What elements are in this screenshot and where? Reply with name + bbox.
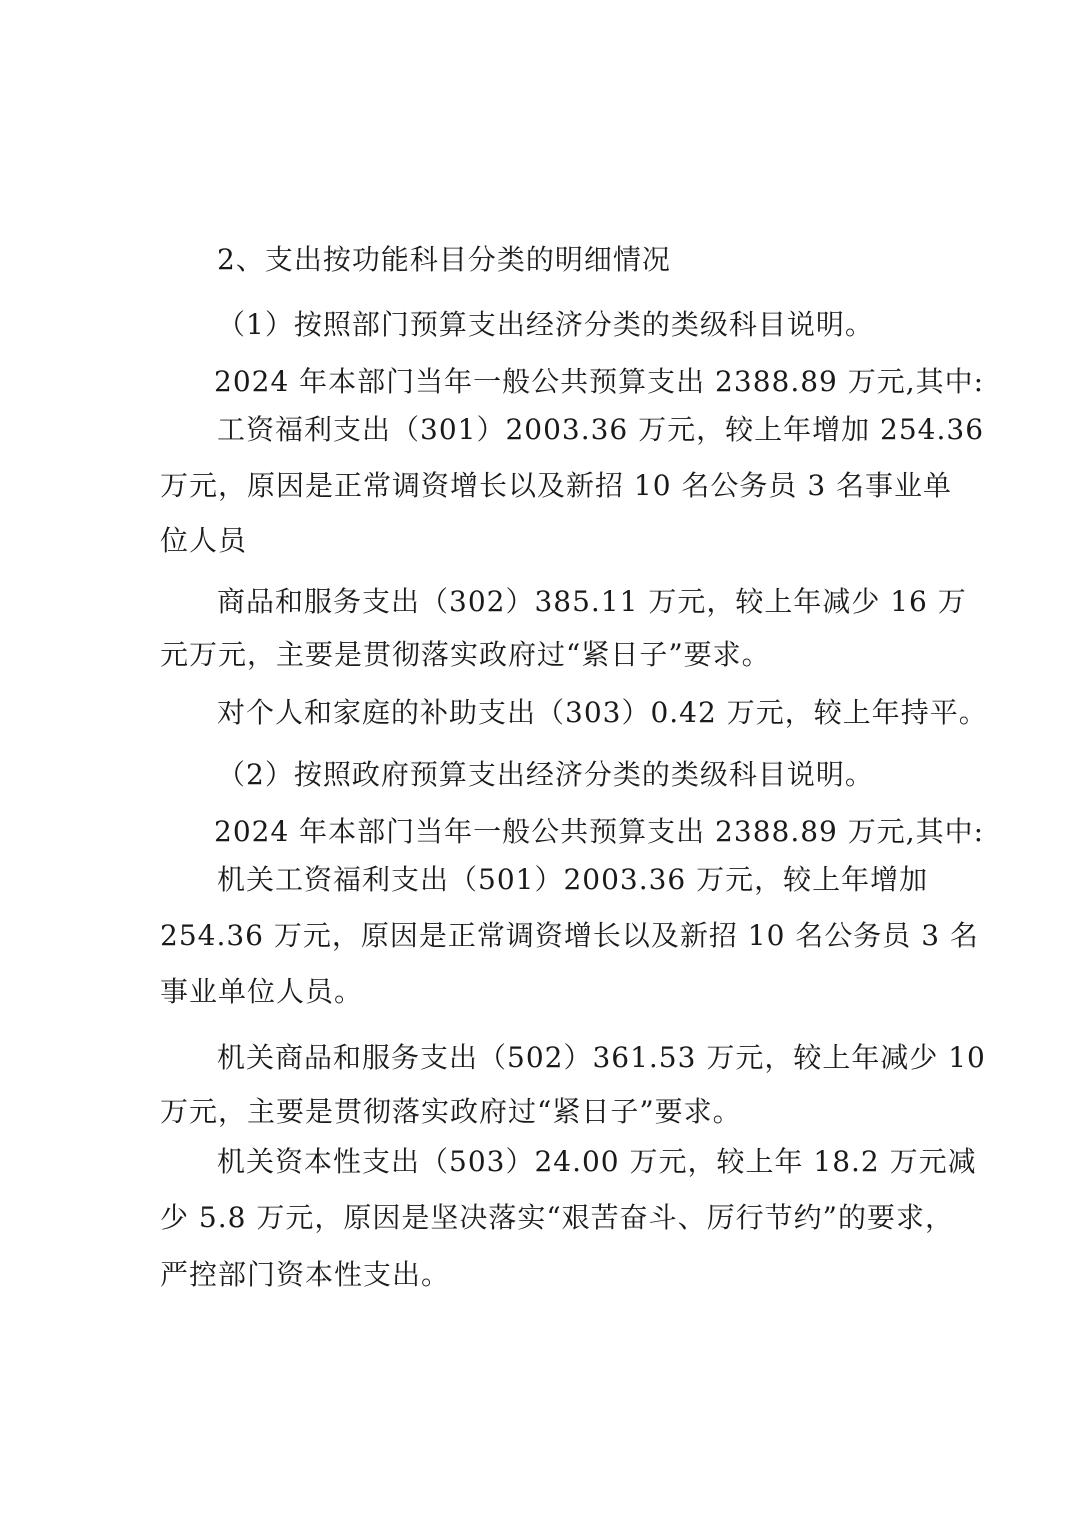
paragraph-line: 254.36 万元，原因是正常调资增长以及新招 10 名公务员 3 名 [160,919,979,952]
paragraph-line: 工资福利支出（301）2003.36 万元，较上年增加 254.36 [217,413,985,446]
paragraph-line: 机关资本性支出（503）24.00 万元，较上年 18.2 万元减 [217,1145,977,1178]
paragraph-line: 对个人和家庭的补助支出（303）0.42 万元，较上年持平。 [217,696,988,729]
subsection-heading-2: （2）按照政府预算支出经济分类的类级科目说明。 [217,758,874,791]
paragraph-line: 2024 年本部门当年一般公共预算支出 2388.89 万元,其中: [214,815,985,848]
paragraph-line: 万元，主要是贯彻落实政府过“紧日子”要求。 [160,1095,742,1128]
paragraph-line: 万元，原因是正常调资增长以及新招 10 名公务员 3 名事业单 [160,469,953,502]
paragraph-line: 少 5.8 万元，原因是坚决落实“艰苦奋斗、厉行节约”的要求， [160,1201,954,1234]
paragraph-line: 商品和服务支出（302）385.11 万元，较上年减少 16 万 [217,585,967,618]
paragraph-line: 元万元，主要是贯彻落实政府过“紧日子”要求。 [160,638,771,671]
paragraph-line: 机关工资福利支出（501）2003.36 万元，较上年增加 [217,863,929,896]
paragraph-line: 机关商品和服务支出（502）361.53 万元，较上年减少 10 [217,1041,986,1074]
paragraph-line: 事业单位人员。 [160,975,364,1008]
section-heading: 2、支出按功能科目分类的明细情况 [217,243,671,276]
paragraph-line: 2024 年本部门当年一般公共预算支出 2388.89 万元,其中: [214,365,985,398]
subsection-heading-1: （1）按照部门预算支出经济分类的类级科目说明。 [217,308,874,341]
paragraph-line: 严控部门资本性支出。 [160,1258,451,1291]
paragraph-line: 位人员 [160,524,248,557]
